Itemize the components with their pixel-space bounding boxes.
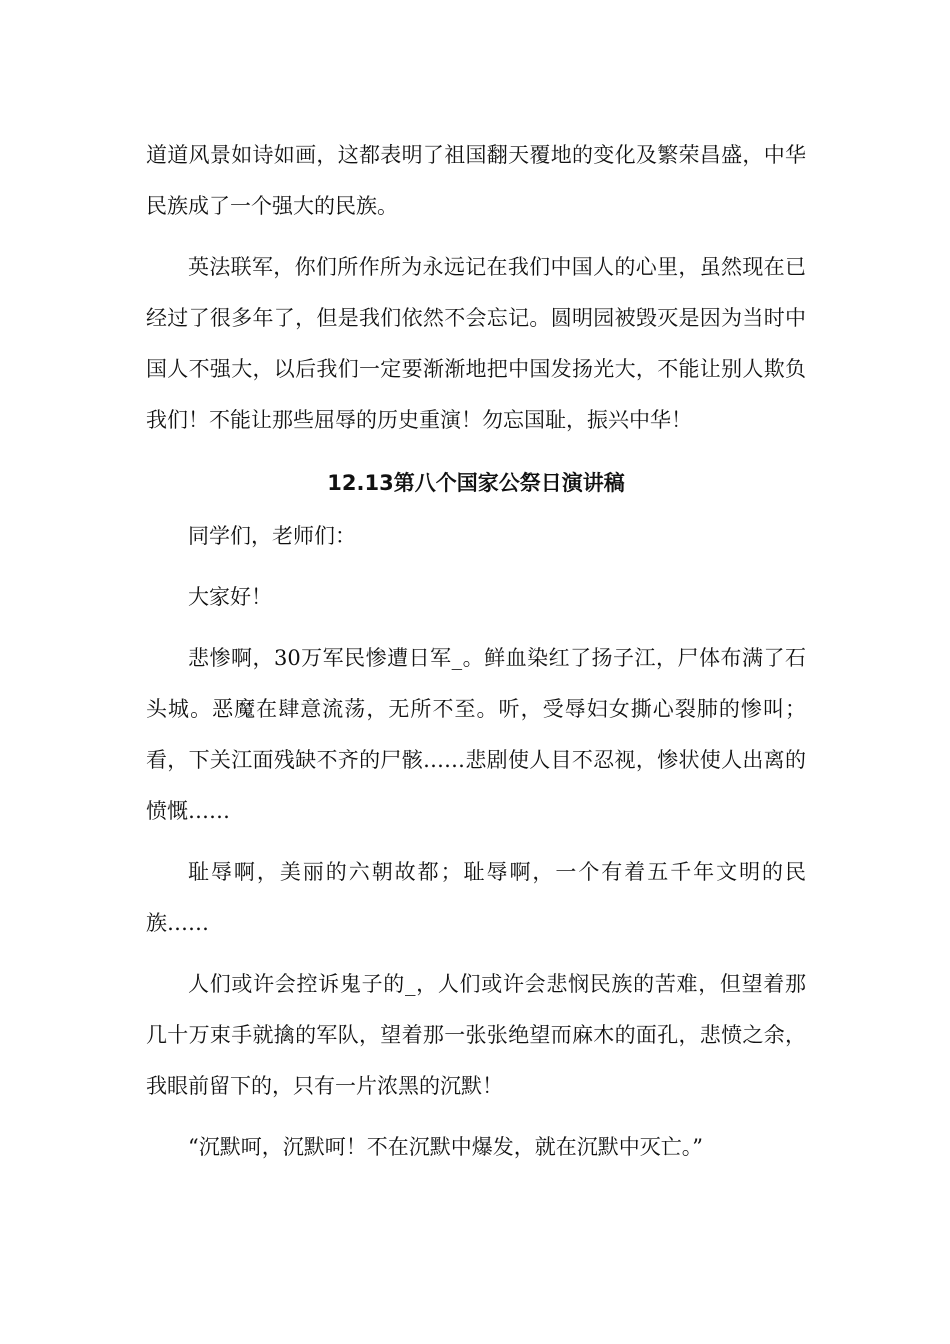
paragraph-silence: 人们或许会控诉鬼子的_，人们或许会悲悯民族的苦难，但望着那几十万束手就擒的军队，望着那一张张绝望而麻木的面孔，悲愤之余，我眼前留下的，只有一片浓黑的沉默！ [146, 972, 806, 1098]
paragraph-gap [146, 623, 806, 633]
paragraph-gap [146, 446, 806, 456]
paragraph-gap [146, 837, 806, 847]
paragraph-gap [146, 562, 806, 572]
paragraph-tragedy: 悲惨啊，30万军民惨遭日军_。鲜血染红了扬子江，尸体布满了石头城。恶魔在肆意流荡，无所不至。听，受辱妇女撕心裂肺的惨叫；看，下关江面残缺不齐的尸骸……悲剧使人目不忍视，惨状使人出离的愤慨…… [146, 646, 806, 823]
document-body [146, 130, 806, 1173]
paragraph-gap [146, 232, 806, 242]
paragraph-anglo-french: 英法联军，你们所作所为永远记在我们中国人的心里，虽然现在已经过了很多年了，但是我们依然不会忘记。圆明园被毁灭是因为当时中国人不强大，以后我们一定要渐渐地把中国发扬光大，不能让别人欺负我们！不能让那些屈辱的历史重演！勿忘国耻，振兴中华！ [146, 255, 806, 432]
paragraph-salutation: 同学们，老师们： [188, 524, 356, 548]
paragraph-greeting: 大家好！ [188, 585, 272, 609]
paragraph-quote: “沉默呵，沉默呵！不在沉默中爆发，就在沉默中灭亡。” [188, 1135, 703, 1159]
paragraph-continuation: 道道风景如诗如画，这都表明了祖国翻天覆地的变化及繁荣昌盛，中华民族成了一个强大的民族。 [146, 143, 806, 218]
paragraph-gap [146, 1112, 806, 1122]
section-title: 12.13第八个国家公祭日演讲稿 [327, 471, 625, 495]
paragraph-shame: 耻辱啊，美丽的六朝故都；耻辱啊，一个有着五千年文明的民族…… [146, 860, 806, 935]
paragraph-gap [146, 949, 806, 959]
